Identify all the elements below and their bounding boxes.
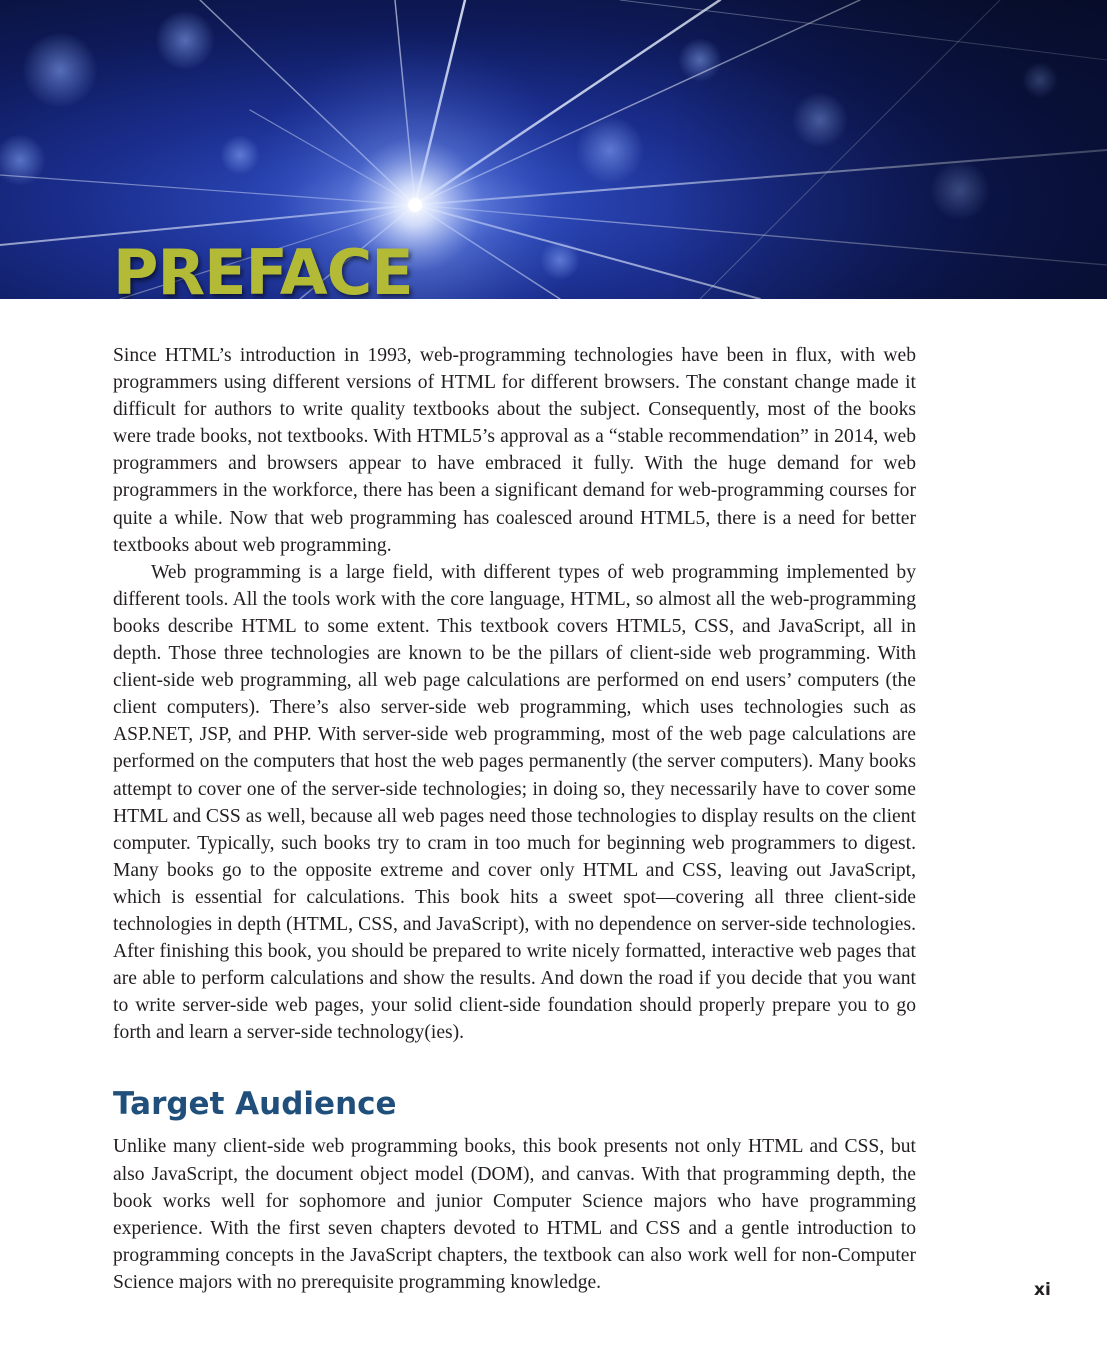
main-content [113, 342, 916, 1296]
body-paragraph: Web programming is a large field, with different types of web programming implemented by different tools. All the tools work with the core language, HTML, so almost all the web-programming books describe HTML to some extent. This textbook covers HTML5, CSS, and JavaScript, all in depth. Those three technologies are known to be the pillars of client-side web programming. With client-side web programming, all web page calculations are performed on end users’ computers (the client computers). There’s also server-side web programming, which uses technologies such as ASP.NET, JSP, and PHP. With server-side web programming, most of the web page calculations are performed on the computers that host the web pages permanently (the server computers). Many books attempt to cover one of the server-side technologies; in doing so, they necessarily have to cover some HTML and CSS as well, because all web pages need those technologies to display results on the client computer. Typically, such books try to cram in too much for beginning web programmers to digest. Many books go to the opposite extreme and cover only HTML and CSS, leaving out JavaScript, which is essential for calculations. This book hits a sweet spot—covering all three client-side technologies in depth (HTML, CSS, and JavaScript), with no dependence on server-side technologies. After finishing this book, you should be prepared to write nicely formatted, interactive web pages that are able to perform calculations and show the results. And down the road if you decide that you want to write server-side web pages, your solid client-side foundation should properly prepare you to go forth and learn a server-side technology(ies). [113, 561, 916, 1044]
section-paragraph: Unlike many client-side web programming books, this book presents not only HTML and CSS, but also JavaScript, the document object model (DOM), and canvas. With that programming depth, the book works well for sophomore and junior Computer Science majors who have programming experience. With the first seven chapters devoted to HTML and CSS and a gentle introduction to programming concepts in the JavaScript chapters, the textbook can also work well for non-Computer Science majors with no prerequisite programming knowledge. [113, 1136, 916, 1293]
page-title: PREFACE [113, 236, 413, 299]
section-heading: Target Audience [113, 1086, 397, 1123]
page-number: xi [1034, 1280, 1051, 1300]
header-banner [0, 0, 1107, 299]
body-paragraph: Since HTML’s introduction in 1993, web-programming technologies have been in flux, with web programmers using different versions of HTML for different browsers. The constant change made it difficult for authors to write quality textbooks about the subject. Consequently, most of the books were trade books, not textbooks. With HTML5’s approval as a “stable recommendation” in 2014, web programmers and browsers appear to have embraced it fully. With the huge demand for web programmers in the workforce, there has been a significant demand for web-programming courses for quite a while. Now that web programming has coalesced around HTML5, there is a need for better textbooks about web programming. [113, 345, 916, 556]
